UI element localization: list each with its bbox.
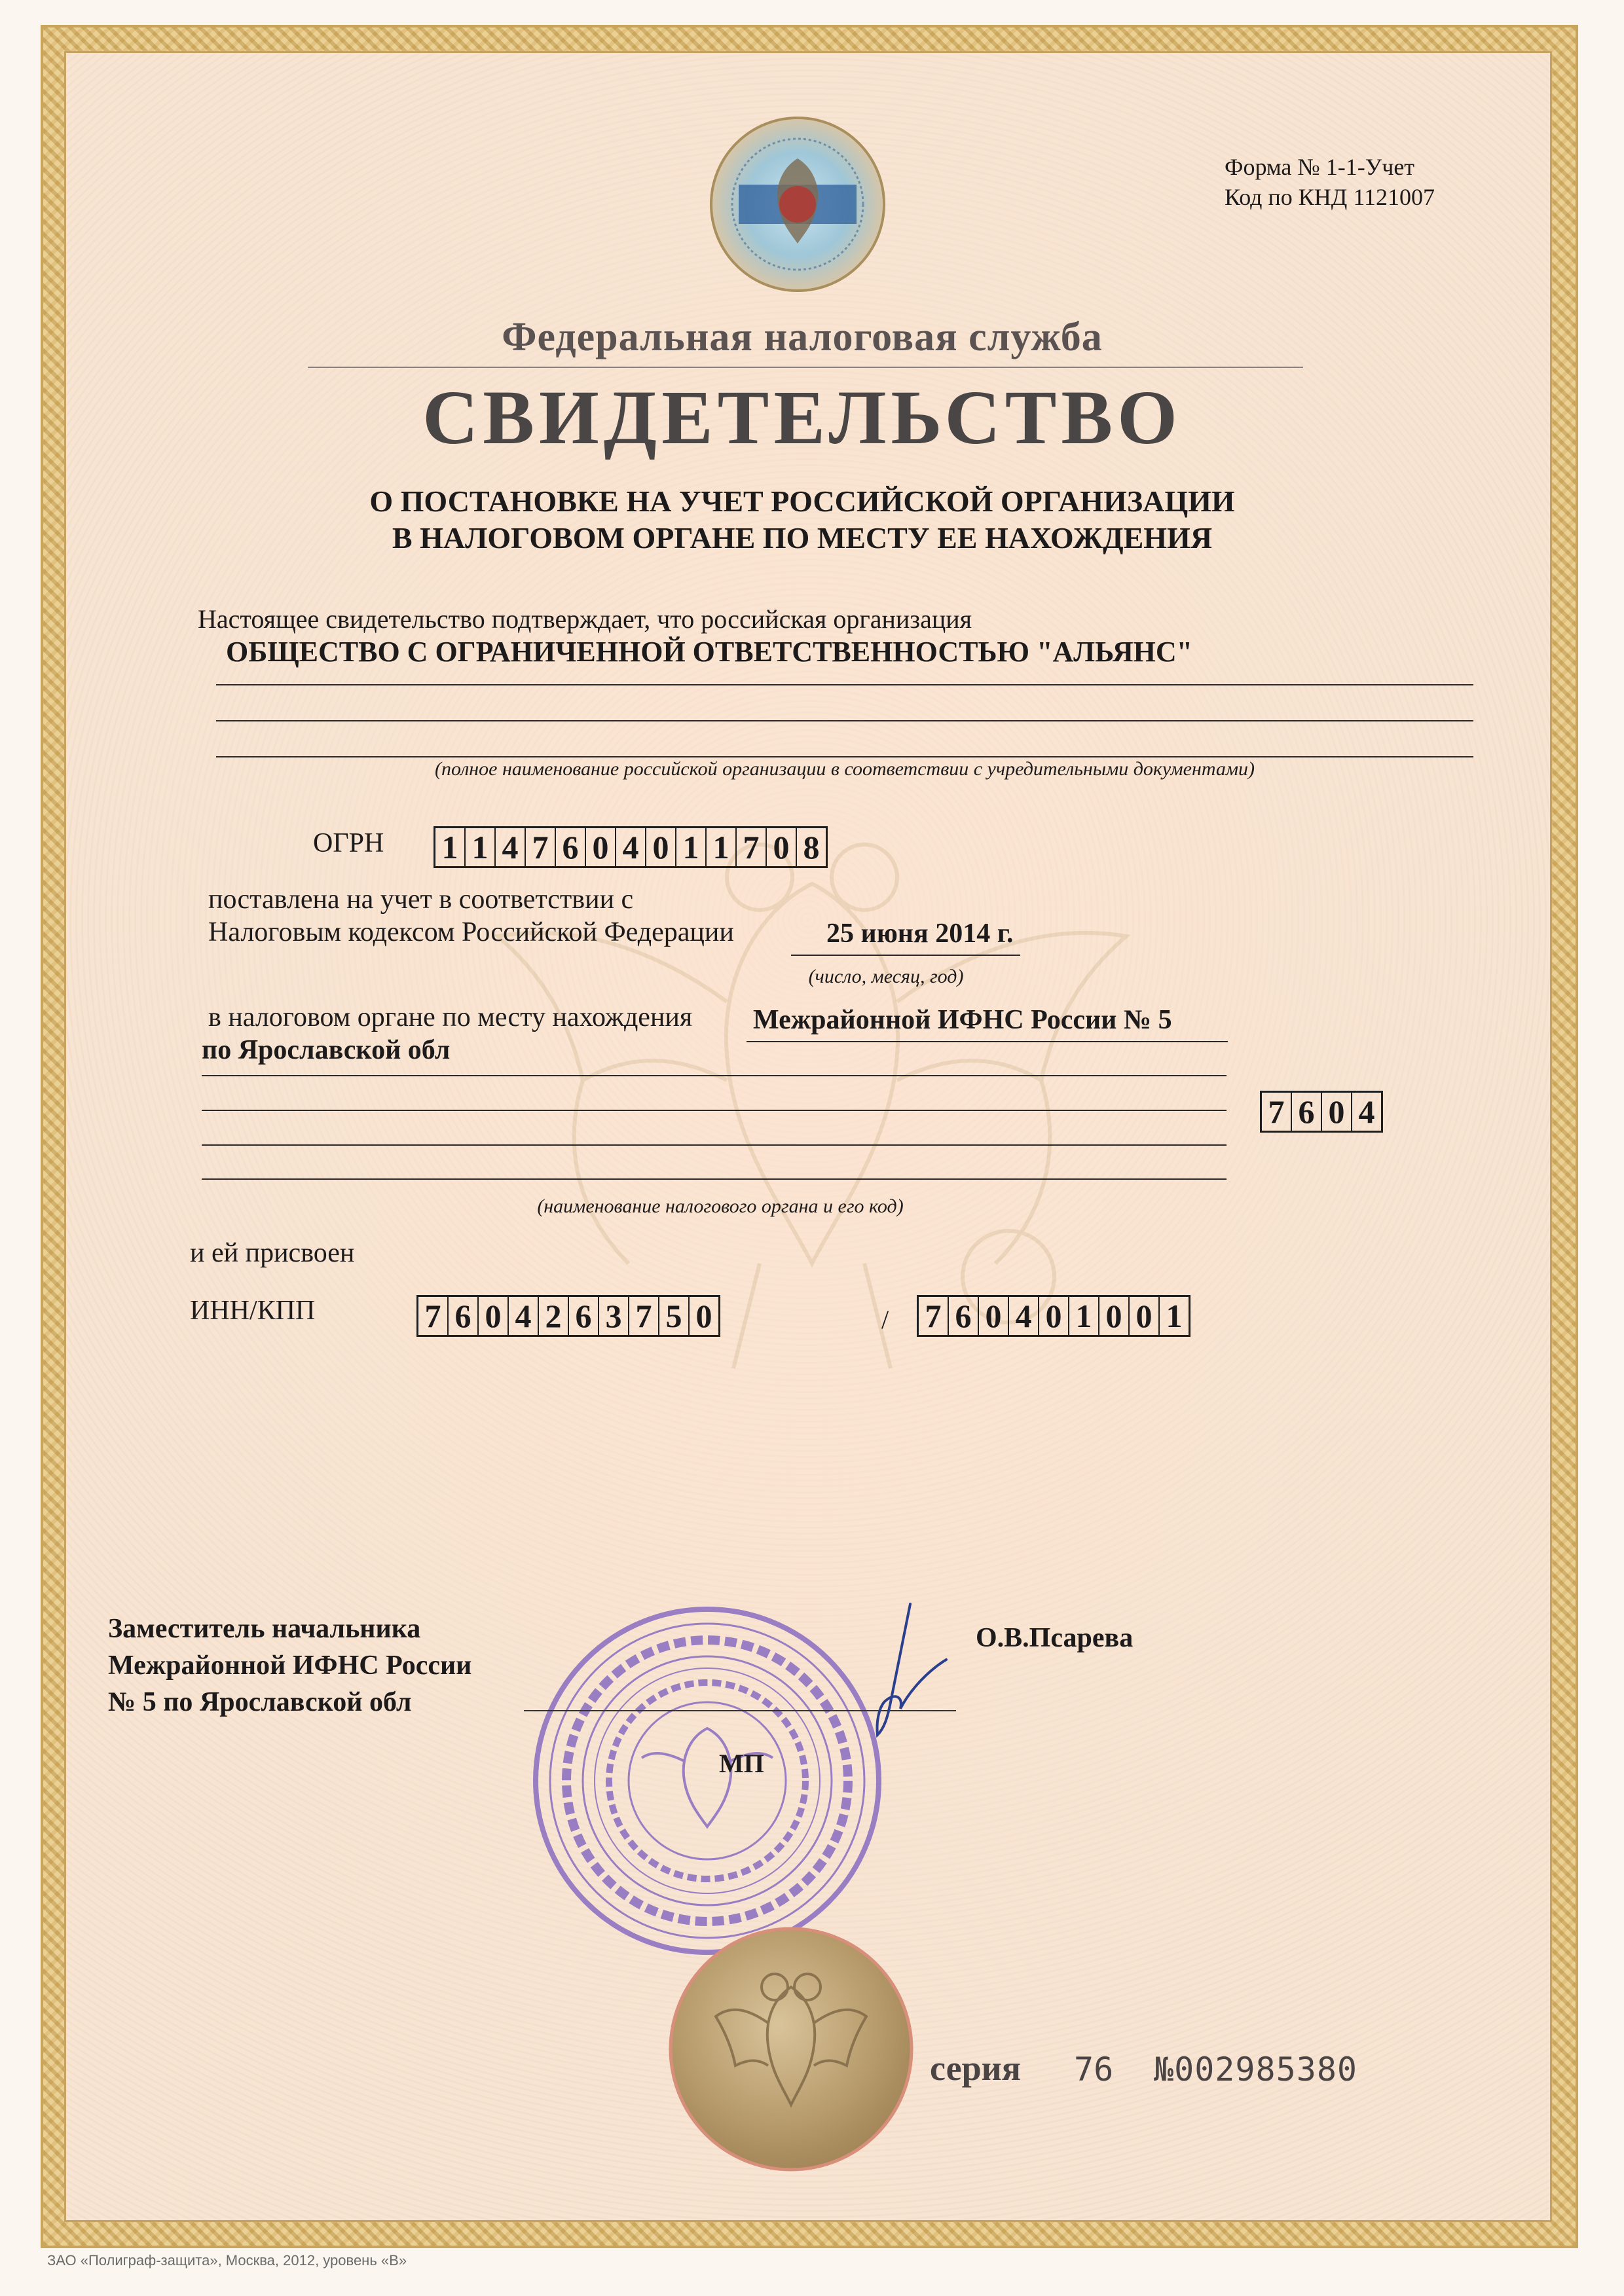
inn-digit: 6 [569,1297,599,1335]
handwritten-signature-icon [838,1597,969,1748]
ogrn-digit: 1 [707,828,737,866]
document-title: СВИДЕТЕЛЬСТВО [422,374,1182,460]
kpp-digit: 4 [1009,1297,1039,1335]
ogrn-boxes [434,826,828,868]
knd-code-line: Код по КНД 1121007 [1225,184,1435,210]
ogrn-digit: 8 [803,829,820,866]
inn-digit: 7 [418,1297,449,1335]
inn-kpp-label: ИНН/КПП [190,1296,316,1326]
ogrn-digit: 4 [616,828,646,866]
tax-office-name-line-1: Межрайонной ИФНС России № 5 [753,1005,1172,1035]
signer-position-line-3: № 5 по Ярославской обл [108,1687,412,1717]
ogrn-digit: 6 [556,828,586,866]
ogrn-digit: 1 [466,828,496,866]
tax-office-label: в налоговом органе по месту нахождения [208,1002,693,1032]
registration-date: 25 июня 2014 г. [826,919,1014,949]
ogrn-label: ОГРН [313,828,384,858]
kpp-digit: 6 [949,1297,979,1335]
date-underline [791,955,1020,956]
kpp-digit: 1 [1166,1298,1183,1334]
official-stamp-icon [524,1597,891,1964]
tax-office-code-digit: 4 [1358,1093,1375,1130]
inn-digit: 5 [659,1297,690,1335]
registration-line-2: Налоговым кодексом Российской Федерации [208,917,734,947]
inn-digit: 6 [449,1297,479,1335]
agency-underline [308,367,1303,368]
organization-name: ОБЩЕСТВО С ОГРАНИЧЕННОЙ ОТВЕТСТВЕННОСТЬЮ "АЛЬЯНС" [226,636,1193,668]
tax-office-code-digit: 7 [1262,1093,1292,1131]
tax-office-code-digit: 6 [1292,1093,1322,1131]
intro-text: Настоящее свидетельство подтверждает, что российская организация [198,604,972,634]
agency-name: Федеральная налоговая служба [502,315,1103,359]
ogrn-digit: 1 [435,828,466,866]
tax-office-name-line-2: по Ярославской обл [202,1035,451,1065]
inn-digit: 0 [479,1297,509,1335]
inn-kpp-separator: / [881,1305,889,1334]
tax-office-caption: (наименование налогового органа и его код) [537,1195,904,1217]
ogrn-digit: 0 [646,828,676,866]
kpp-digit: 0 [1039,1297,1069,1335]
tax-office-line-3 [202,1144,1227,1146]
kpp-boxes [917,1295,1190,1337]
tax-office-code-digit: 0 [1322,1093,1352,1131]
document-subtitle [196,483,1408,556]
inn-digit: 3 [599,1297,629,1335]
org-line-1 [216,684,1473,685]
tax-office-underline-0 [747,1041,1228,1042]
ogrn-digit: 0 [767,828,797,866]
form-number [1225,152,1435,212]
org-line-2 [216,720,1473,721]
gold-seal-icon [667,1925,915,2174]
seal-place-label: МП [719,1749,764,1778]
kpp-digit: 0 [1099,1297,1130,1335]
kpp-digit: 0 [979,1297,1009,1335]
document-number: №002985380 [1154,2050,1358,2088]
subtitle-line-1: О ПОСТАНОВКЕ НА УЧЕТ РОССИЙСКОЙ ОРГАНИЗАЦИИ [369,484,1235,518]
signer-position [108,1611,471,1721]
form-number-line: Форма № 1-1-Учет [1225,154,1415,180]
subtitle-line-2: В НАЛОГОВОМ ОРГАНЕ ПО МЕСТУ ЕЕ НАХОЖДЕНИЯ [392,521,1213,555]
tax-office-line-4 [202,1178,1227,1180]
ogrn-digit: 1 [676,828,707,866]
date-caption: (число, месяц, год) [808,966,964,987]
signer-position-line-2: Межрайонной ИФНС России [108,1650,472,1681]
registration-line-1: поставлена на учет в соответствии с [208,884,634,915]
kpp-digit: 1 [1069,1297,1099,1335]
tax-office-code-boxes [1260,1091,1383,1133]
ogrn-digit: 4 [496,828,526,866]
ogrn-digit: 7 [737,828,767,866]
series-value: 76 [1074,2050,1114,2088]
tax-office-line-2 [202,1110,1227,1111]
org-line-3 [216,756,1473,757]
inn-digit: 4 [509,1297,539,1335]
inn-digit: 0 [695,1298,712,1334]
printer-imprint: ЗАО «Полиграф-защита», Москва, 2012, уровень «В» [47,2252,407,2269]
assigned-label: и ей присвоен [190,1238,355,1268]
tax-office-line-1 [202,1075,1227,1076]
organization-caption: (полное наименование российской организации в соответствии с учредительными документами) [434,758,1255,780]
inn-digit: 7 [629,1297,659,1335]
kpp-digit: 0 [1130,1297,1160,1335]
ogrn-digit: 0 [586,828,616,866]
series-label: серия [930,2049,1021,2088]
hologram-emblem-icon [706,113,889,296]
signer-name: О.В.Псарева [976,1623,1134,1653]
signer-position-line-1: Заместитель начальника [108,1614,421,1644]
kpp-digit: 7 [919,1297,949,1335]
inn-boxes [416,1295,720,1337]
inn-digit: 2 [539,1297,569,1335]
ogrn-digit: 7 [526,828,556,866]
